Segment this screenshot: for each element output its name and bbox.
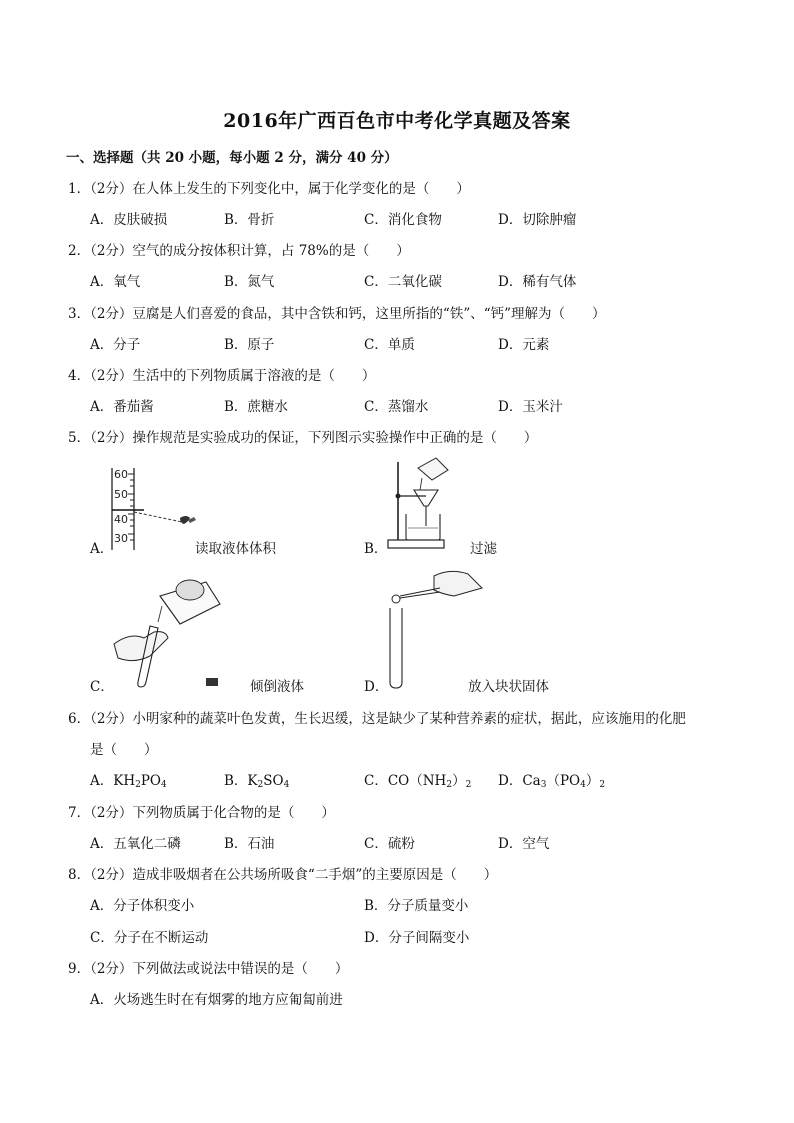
formula-subscript: 4 — [283, 780, 290, 790]
formula-subscript: 4 — [161, 780, 167, 790]
question-3-stem: 3．（2分）豆腐是人们喜爱的食品，其中含铁和钙，这里所指的“铁”、“钙”理解为（ ） — [68, 306, 606, 322]
section-heading: 一、选择题（共 20 小题，每小题 2 分，满分 40 分） — [66, 150, 398, 166]
q3-option-c: C．单质 — [364, 337, 415, 353]
q7-option-d: D．空气 — [498, 836, 550, 852]
q5-option-c: C． — [90, 679, 114, 695]
q8-option-d: D．分子间隔变小 — [364, 930, 470, 946]
q6-option-c — [364, 769, 471, 790]
q5-option-b: B． — [364, 541, 388, 557]
q1-option-a: A．皮肤破损 — [90, 212, 168, 228]
q7-option-a: A．五氧化二磷 — [90, 836, 181, 852]
formula-text: CO（NH — [387, 773, 447, 789]
formula-text: PO — [140, 773, 161, 789]
formula-text: Ca — [522, 773, 541, 789]
figure-caption-add-solid: 放入块状固体 — [468, 679, 549, 695]
q8-option-b: B．分子质量变小 — [364, 898, 469, 914]
q2-option-c: C．二氧化碳 — [364, 274, 442, 290]
q6-option-a — [90, 769, 167, 790]
question-1-stem: 1．（2分）在人体上发生的下列变化中，属于化学变化的是（ ） — [68, 181, 470, 197]
q5-option-a: A． — [90, 541, 114, 557]
option-letter: D． — [498, 773, 523, 789]
formula-subscript: 2 — [599, 780, 606, 790]
q1-option-d: D．切除肿瘤 — [498, 212, 577, 228]
option-letter: C． — [364, 773, 388, 789]
formula-text: SO — [263, 773, 284, 789]
cylinder-mark-30: 30 — [114, 532, 128, 545]
q4-option-c: C．蒸馏水 — [364, 399, 429, 415]
formula-subscript: 2 — [135, 780, 141, 790]
q7-option-c: C．硫粉 — [364, 836, 415, 852]
q6-option-d — [498, 769, 605, 790]
formula-text: ） — [452, 773, 466, 789]
q7-option-b: B．石油 — [224, 836, 275, 852]
q1-option-b: B．骨折 — [224, 212, 275, 228]
q3-option-d: D．元素 — [498, 337, 550, 353]
measuring-cylinder-figure — [108, 466, 204, 552]
q1-option-c: C．消化食物 — [364, 212, 442, 228]
filtration-figure — [384, 456, 466, 552]
q4-option-b: B．蔗糖水 — [224, 399, 288, 415]
q6-option-b — [224, 769, 289, 790]
question-4-stem: 4．（2分）生活中的下列物质属于溶液的是（ ） — [68, 368, 376, 384]
formula-subscript: 2 — [257, 780, 264, 790]
q5-option-d: D． — [364, 679, 389, 695]
question-5-stem: 5．（2分）操作规范是实验成功的保证，下列图示实验操作中正确的是（ ） — [68, 430, 538, 446]
q3-option-b: B．原子 — [224, 337, 275, 353]
q2-option-b: B．氮气 — [224, 274, 275, 290]
question-7-stem: 7．（2分）下列物质属于化合物的是（ ） — [68, 805, 335, 821]
formula-text: KH — [113, 773, 136, 789]
q4-option-a: A．番茄酱 — [90, 399, 154, 415]
figure-caption-pour-liquid: 倾倒液体 — [250, 679, 304, 695]
formula-text: （PO — [546, 773, 581, 789]
formula-subscript: 2 — [465, 780, 472, 790]
q3-option-a: A．分子 — [90, 337, 141, 353]
cylinder-mark-60: 60 — [114, 468, 128, 481]
question-6-stem-line2: 是（ ） — [90, 742, 158, 758]
q2-option-a: A．氧气 — [90, 274, 141, 290]
cylinder-mark-50: 50 — [114, 488, 128, 501]
question-6-stem-line1: 6．（2分）小明家种的蔬菜叶色发黄，生长迟缓，这是缺少了某种营养素的症状，据此，应该施用的化肥 — [68, 711, 686, 727]
pouring-liquid-figure — [110, 566, 228, 690]
figure-caption-filtration: 过滤 — [470, 541, 497, 557]
q8-option-a: A．分子体积变小 — [90, 898, 195, 914]
option-letter: B． — [224, 773, 248, 789]
question-8-stem: 8．（2分）造成非吸烟者在公共场所吸食“二手烟”的主要原因是（ ） — [68, 867, 498, 883]
question-2-stem: 2．（2分）空气的成分按体积计算，占 78%的是（ ） — [68, 243, 410, 259]
cylinder-mark-40: 40 — [114, 513, 128, 526]
formula-text: ） — [585, 773, 600, 789]
option-letter: A． — [90, 773, 114, 789]
formula-text: K — [247, 773, 258, 789]
q4-option-d: D．玉米汁 — [498, 399, 563, 415]
formula-subscript: 2 — [446, 780, 453, 790]
document-title: 2016年广西百色市中考化学真题及答案 — [223, 110, 571, 132]
q9-option-a: A．火场逃生时在有烟雾的地方应匍匐前进 — [90, 992, 343, 1008]
question-9-stem: 9．（2分）下列做法或说法中错误的是（ ） — [68, 961, 349, 977]
formula-subscript: 3 — [540, 780, 547, 790]
figure-caption-read-volume: 读取液体体积 — [195, 541, 276, 557]
q2-option-d: D．稀有气体 — [498, 274, 577, 290]
adding-solid-figure — [384, 566, 484, 690]
q8-option-c: C．分子在不断运动 — [90, 930, 209, 946]
formula-subscript: 4 — [580, 780, 586, 790]
